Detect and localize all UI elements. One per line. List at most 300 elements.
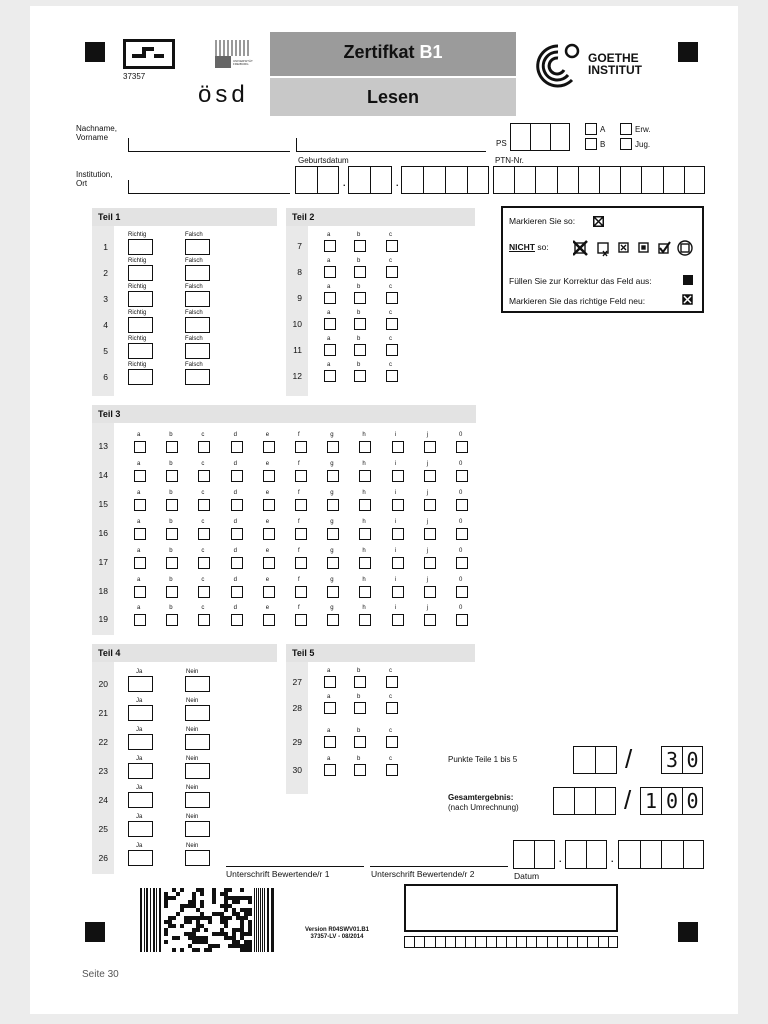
birth-month-field[interactable] (348, 166, 392, 194)
teil3-option-box[interactable] (231, 470, 243, 482)
signature-line-2[interactable] (370, 866, 508, 867)
registration-mark-bottom-right (678, 922, 698, 942)
option-jug-checkbox[interactable] (620, 138, 632, 150)
teil3-option-label: e (265, 460, 270, 467)
teil3-option-label: h (362, 605, 366, 612)
teil5-item-number: 30 (292, 765, 302, 775)
teil3-option-box[interactable] (392, 614, 404, 626)
teil3-option-label: j (426, 460, 429, 467)
birthdate-label: Geburtsdatum (298, 156, 349, 165)
teil1-richtig-box[interactable] (128, 291, 153, 307)
osd-logo: ösd (198, 81, 249, 108)
teil5-b-box[interactable] (354, 736, 366, 748)
teil1-richtig-box[interactable] (128, 317, 153, 333)
teil3-option-label: d (233, 489, 237, 496)
teil2-c-box[interactable] (386, 240, 398, 252)
teil2-header: Teil 2 (286, 208, 475, 226)
teil3-option-box[interactable] (327, 499, 339, 511)
teil2-item-number: 8 (297, 267, 302, 277)
teil3-option-box[interactable] (424, 499, 436, 511)
teil4-ja-box[interactable] (128, 734, 153, 750)
teil3-option-box[interactable] (359, 528, 371, 540)
teil3-option-label: b (169, 547, 173, 554)
option-a-label: a (327, 728, 331, 734)
teil5-b-box[interactable] (354, 676, 366, 688)
teil3-option-box[interactable] (359, 557, 371, 569)
not-label: NICHT so: (509, 242, 549, 252)
teil4-ja-box[interactable] (128, 763, 153, 779)
teil3-option-box[interactable] (231, 557, 243, 569)
teil3-option-box[interactable] (359, 441, 371, 453)
option-a-label: a (327, 756, 331, 762)
teil3-option-label: b (169, 605, 173, 612)
exam-level: B1 (419, 42, 443, 62)
teil3-option-label: 0 (459, 518, 463, 525)
teil2-b-box[interactable] (354, 318, 366, 330)
teil3-option-box[interactable] (166, 441, 178, 453)
teil3-option-box[interactable] (263, 499, 275, 511)
punkte-max-box: 3 0 (661, 746, 703, 774)
teil3-option-label: j (426, 489, 429, 496)
teil3-option-label: h (362, 432, 366, 438)
teil1-falsch-box[interactable] (185, 317, 210, 333)
richtig-label: Richtig (128, 362, 147, 368)
teil3-option-label: i (394, 460, 396, 467)
option-jug-label: Jug. (635, 140, 651, 149)
teil5-a-box[interactable] (324, 676, 336, 688)
gesamt-slash: / (624, 785, 632, 815)
teil4-nein-box[interactable] (185, 763, 210, 779)
teil3-option-box[interactable] (392, 557, 404, 569)
teil3-option-box[interactable] (134, 557, 146, 569)
teil2-c-box[interactable] (386, 292, 398, 304)
teil5-c-box[interactable] (386, 764, 398, 776)
falsch-label: Falsch (185, 336, 203, 342)
teil3-option-label: c (201, 432, 205, 438)
teil3-option-label: a (137, 489, 141, 496)
teil3-option-box[interactable] (134, 470, 146, 482)
teil3-option-label: i (394, 576, 396, 583)
richtig-label: Richtig (128, 284, 147, 290)
teil1-falsch-box[interactable] (185, 239, 210, 255)
teil5-a-box[interactable] (324, 736, 336, 748)
teil3-option-label: a (137, 518, 141, 525)
teil4-item-number: 24 (98, 795, 108, 805)
teil3-option-box[interactable] (424, 614, 436, 626)
teil1-falsch-box[interactable] (185, 369, 210, 385)
teil3-option-box[interactable] (198, 441, 210, 453)
teil3-option-box[interactable] (198, 499, 210, 511)
teil2-a-box[interactable] (324, 240, 336, 252)
teil3-option-box[interactable] (424, 528, 436, 540)
teil3-option-box[interactable] (327, 586, 339, 598)
teil4-ja-box[interactable] (128, 850, 153, 866)
option-erw-checkbox[interactable] (620, 123, 632, 135)
teil3-option-box[interactable] (456, 557, 468, 569)
signature-line-1[interactable] (226, 866, 364, 867)
nein-label: Nein (186, 814, 199, 820)
teil3-option-box[interactable] (392, 528, 404, 540)
teil3-option-label: h (362, 576, 366, 583)
teil3-option-box[interactable] (295, 586, 307, 598)
teil5-a-box[interactable] (324, 764, 336, 776)
teil3-option-label: b (169, 460, 173, 467)
teil3-option-box[interactable] (392, 470, 404, 482)
datum-year-field[interactable] (618, 840, 704, 869)
teil2-a-box[interactable] (324, 318, 336, 330)
teil3-option-box[interactable] (166, 499, 178, 511)
teil4-ja-box[interactable] (128, 792, 153, 808)
teil3-option-label: a (137, 460, 141, 467)
teil3-option-box[interactable] (359, 586, 371, 598)
teil4-item-number: 25 (98, 824, 108, 834)
teil3-option-box[interactable] (424, 557, 436, 569)
teil3-option-box[interactable] (198, 586, 210, 598)
teil3-option-box[interactable] (359, 470, 371, 482)
falsch-label: Falsch (185, 232, 203, 238)
teil2-c-box[interactable] (386, 370, 398, 382)
punkte-field[interactable] (573, 746, 617, 774)
teil2-b-box[interactable] (354, 240, 366, 252)
punkte-slash: / (625, 744, 633, 774)
option-c-label: c (389, 756, 392, 762)
teil3-option-box[interactable] (295, 614, 307, 626)
remark-box-icon (682, 294, 693, 305)
option-a-label: a (327, 336, 331, 342)
gesamt-sub-label: (nach Umrechnung) (448, 803, 519, 812)
teil2-item-number: 10 (292, 319, 302, 329)
teil2-a-box[interactable] (324, 266, 336, 278)
teil3-option-label: i (394, 547, 396, 554)
teil3-option-box[interactable] (456, 528, 468, 540)
vorname-field[interactable] (296, 138, 486, 152)
teil3-option-label: c (201, 547, 205, 554)
teil3-option-label: a (137, 605, 141, 612)
teil1-falsch-box[interactable] (185, 265, 210, 281)
teil3-option-label: h (362, 460, 366, 467)
teil3-option-box[interactable] (295, 441, 307, 453)
option-b-label: b (357, 668, 361, 674)
teil3-option-box[interactable] (263, 586, 275, 598)
teil3-item-number: 16 (98, 527, 108, 538)
teil3-option-box[interactable] (231, 499, 243, 511)
institution-field[interactable] (128, 180, 290, 194)
option-b-checkbox[interactable] (585, 138, 597, 150)
nein-label: Nein (186, 843, 199, 849)
teil1-richtig-box[interactable] (128, 343, 153, 359)
teil4-item-number: 23 (98, 766, 108, 776)
ptn-label: PTN-Nr. (495, 156, 524, 165)
teil3-item-number: 14 (98, 469, 108, 480)
teil3-option-box[interactable] (198, 528, 210, 540)
goethe-logo-icon (528, 40, 584, 90)
teil1-richtig-box[interactable] (128, 369, 153, 385)
teil5-c-box[interactable] (386, 702, 398, 714)
teil3-option-box[interactable] (231, 441, 243, 453)
teil4-item-number: 20 (98, 679, 108, 689)
option-b-label: b (357, 362, 361, 368)
datum-label: Datum (514, 871, 540, 881)
teil3-option-label: f (298, 489, 300, 496)
teil3-option-box[interactable] (263, 528, 275, 540)
punkte-label: Punkte Teile 1 bis 5 (448, 755, 518, 764)
teil3-option-label: j (426, 547, 429, 554)
ja-label: Ja (136, 785, 143, 791)
ps-number-field[interactable] (510, 123, 570, 151)
signature-label-1: Unterschrift Bewertende/r 1 (226, 869, 330, 879)
teil2-c-box[interactable] (386, 344, 398, 356)
teil3-option-label: f (298, 518, 300, 525)
teil3-option-label: g (330, 518, 334, 525)
teil3-option-box[interactable] (359, 614, 371, 626)
teil3-option-box[interactable] (231, 614, 243, 626)
teil3-option-box[interactable] (166, 528, 178, 540)
teil2-b-box[interactable] (354, 292, 366, 304)
wrong-marks-icon (573, 239, 693, 257)
teil3-option-label: b (169, 432, 173, 438)
teil2-item-number: 11 (293, 345, 302, 355)
teil3-option-box[interactable] (456, 586, 468, 598)
teil1-item-number: 6 (103, 372, 108, 382)
teil2-c-box[interactable] (386, 266, 398, 278)
examiner-box[interactable] (404, 884, 618, 932)
teil3-option-box[interactable] (456, 499, 468, 511)
datum-dot-2: . (611, 854, 614, 864)
teil3-option-box[interactable] (424, 470, 436, 482)
option-b-label: b (357, 336, 361, 342)
option-a-label: a (327, 668, 331, 674)
page-number: Seite 30 (82, 969, 119, 980)
nachname-field[interactable] (128, 138, 290, 152)
birth-dot-1: . (343, 178, 346, 188)
teil3-option-box[interactable] (392, 586, 404, 598)
teil1-falsch-box[interactable] (185, 343, 210, 359)
richtig-label: Richtig (128, 336, 147, 342)
teil4-nein-box[interactable] (185, 792, 210, 808)
option-b-label: b (357, 232, 361, 238)
nein-label: Nein (186, 785, 199, 791)
teil3-option-label: g (330, 489, 334, 496)
teil3-option-label: e (265, 518, 270, 525)
option-c-label: c (389, 310, 392, 316)
teil3-option-box[interactable] (456, 441, 468, 453)
title-block (270, 32, 516, 76)
teil1-richtig-box[interactable] (128, 239, 153, 255)
teil3-option-box[interactable] (263, 557, 275, 569)
teil5-c-box[interactable] (386, 736, 398, 748)
teil3-option-box[interactable] (327, 614, 339, 626)
ps-label: PS (496, 139, 507, 148)
teil3-option-box[interactable] (295, 499, 307, 511)
teil3-option-label: d (233, 605, 237, 612)
gesamt-field[interactable] (553, 787, 616, 815)
teil3-option-label: i (394, 518, 396, 525)
teil3-option-box[interactable] (134, 528, 146, 540)
teil3-option-box[interactable] (424, 441, 436, 453)
teil4-nein-box[interactable] (185, 676, 210, 692)
sheet-code-logo (123, 39, 175, 69)
teil3-option-box[interactable] (263, 614, 275, 626)
teil3-option-box[interactable] (134, 614, 146, 626)
teil4-nein-box[interactable] (185, 734, 210, 750)
falsch-label: Falsch (185, 258, 203, 264)
option-a-checkbox[interactable] (585, 123, 597, 135)
teil1-item-number: 1 (103, 242, 108, 252)
teil3-option-box[interactable] (198, 470, 210, 482)
teil3-option-box[interactable] (456, 470, 468, 482)
teil3-option-label: e (265, 576, 270, 583)
teil3-option-label: a (137, 432, 141, 438)
teil3-option-label: e (265, 605, 270, 612)
option-b-label: b (357, 728, 361, 734)
teil3-option-label: j (426, 432, 429, 438)
teil2-a-box[interactable] (324, 344, 336, 356)
datum-day-field[interactable] (513, 840, 555, 869)
teil3-option-box[interactable] (198, 557, 210, 569)
answer-sheet-page (30, 6, 738, 1014)
teil3-option-box[interactable] (231, 528, 243, 540)
correct-mark-icon (593, 216, 604, 227)
teil2-b-box[interactable] (354, 266, 366, 278)
teil5-b-box[interactable] (354, 764, 366, 776)
teil3-item-number: 13 (98, 441, 108, 451)
falsch-label: Falsch (185, 362, 203, 368)
nein-label: Nein (186, 698, 199, 704)
option-b-label: B (600, 140, 606, 149)
teil3-option-box[interactable] (327, 528, 339, 540)
teil1-falsch-box[interactable] (185, 291, 210, 307)
teil2-b-box[interactable] (354, 344, 366, 356)
teil3-option-box[interactable] (198, 614, 210, 626)
teil3-item-number: 19 (98, 614, 108, 625)
teil3-option-box[interactable] (166, 614, 178, 626)
teil4-nein-box[interactable] (185, 850, 210, 866)
option-a-label: a (327, 232, 331, 238)
teil3-option-label: c (201, 489, 205, 496)
teil3-option-box[interactable] (263, 441, 275, 453)
datum-month-field[interactable] (565, 840, 607, 869)
teil3-option-box[interactable] (327, 441, 339, 453)
option-c-label: c (389, 336, 392, 342)
teil5-header: Teil 5 (286, 644, 475, 662)
option-c-label: c (389, 668, 392, 674)
richtig-label: Richtig (128, 232, 147, 238)
teil3-option-box[interactable] (134, 441, 146, 453)
teil5-item-number: 27 (292, 677, 302, 687)
datum-dot-1: . (559, 854, 562, 864)
teil3-option-box[interactable] (134, 586, 146, 598)
teil1-header: Teil 1 (92, 208, 277, 226)
birth-day-field[interactable] (295, 166, 339, 194)
teil1-richtig-box[interactable] (128, 265, 153, 281)
teil3-option-label: d (233, 518, 237, 525)
teil1-item-number: 5 (103, 346, 108, 356)
teil3-option-label: c (201, 605, 205, 612)
ptn-number-field[interactable] (493, 166, 705, 194)
teil3-item-number: 15 (98, 498, 108, 509)
gesamt-max-box: 1 0 0 (640, 787, 703, 815)
teil4-ja-box[interactable] (128, 821, 153, 837)
registration-mark-top-right (678, 42, 698, 62)
teil3-option-label: d (233, 547, 237, 554)
teil5-b-box[interactable] (354, 702, 366, 714)
tick-row (404, 936, 618, 948)
teil3-option-box[interactable] (327, 470, 339, 482)
option-c-label: c (389, 728, 392, 734)
registration-mark-top-left (85, 42, 105, 62)
teil3-option-box[interactable] (295, 557, 307, 569)
teil2-b-box[interactable] (354, 370, 366, 382)
option-a-label: a (327, 284, 331, 290)
signature-label-2: Unterschrift Bewertende/r 2 (371, 869, 475, 879)
teil3-item-number: 18 (98, 585, 108, 596)
university-logo: UNIVERSITÄT FREIBURG (215, 40, 249, 70)
teil3-option-label: e (265, 547, 270, 554)
teil3-option-box[interactable] (166, 470, 178, 482)
teil3-option-label: a (137, 547, 141, 554)
teil2-a-box[interactable] (324, 370, 336, 382)
option-b-label: b (357, 694, 361, 700)
teil3-option-box[interactable] (295, 528, 307, 540)
teil4-header: Teil 4 (92, 644, 277, 662)
teil3-option-box[interactable] (392, 441, 404, 453)
nein-label: Nein (186, 669, 199, 675)
option-c-label: c (389, 232, 392, 238)
ja-label: Ja (136, 727, 143, 733)
version-info: Version R04SWV01.B1 37357-LV - 08/2014 (304, 927, 370, 940)
teil4-nein-box[interactable] (185, 821, 210, 837)
teil2-a-box[interactable] (324, 292, 336, 304)
teil3-option-label: 0 (459, 460, 463, 467)
teil3-option-box[interactable] (263, 470, 275, 482)
teil5-a-box[interactable] (324, 702, 336, 714)
teil1-item-number: 4 (103, 320, 108, 330)
teil3-option-box[interactable] (231, 586, 243, 598)
teil3-option-label: j (426, 576, 429, 583)
teil3-option-box[interactable] (392, 499, 404, 511)
teil3-option-label: c (201, 518, 205, 525)
teil3-option-label: g (330, 576, 334, 583)
ja-label: Ja (136, 669, 143, 675)
teil3-option-box[interactable] (424, 586, 436, 598)
teil2-c-box[interactable] (386, 318, 398, 330)
teil4-nein-box[interactable] (185, 705, 210, 721)
birth-year-field[interactable] (401, 166, 489, 194)
teil3-option-label: f (298, 547, 300, 554)
teil2-item-number: 12 (292, 371, 302, 381)
teil3-option-label: j (426, 518, 429, 525)
teil3-option-label: d (233, 432, 237, 438)
teil5-c-box[interactable] (386, 676, 398, 688)
option-a-label: A (600, 125, 606, 134)
teil4-ja-box[interactable] (128, 676, 153, 692)
option-a-label: a (327, 694, 331, 700)
teil3-option-label: f (298, 605, 300, 612)
teil3-option-box[interactable] (456, 614, 468, 626)
nein-label: Nein (186, 756, 199, 762)
teil3-option-label: c (201, 576, 205, 583)
teil3-option-box[interactable] (295, 470, 307, 482)
teil3-option-box[interactable] (134, 499, 146, 511)
teil3-option-box[interactable] (327, 557, 339, 569)
teil3-option-label: e (265, 489, 270, 496)
teil3-option-box[interactable] (166, 586, 178, 598)
teil3-option-box[interactable] (166, 557, 178, 569)
teil4-ja-box[interactable] (128, 705, 153, 721)
ja-label: Ja (136, 698, 143, 704)
teil3-option-box[interactable] (359, 499, 371, 511)
fill-correct-label: Füllen Sie zur Korrektur das Feld aus: (509, 276, 652, 286)
